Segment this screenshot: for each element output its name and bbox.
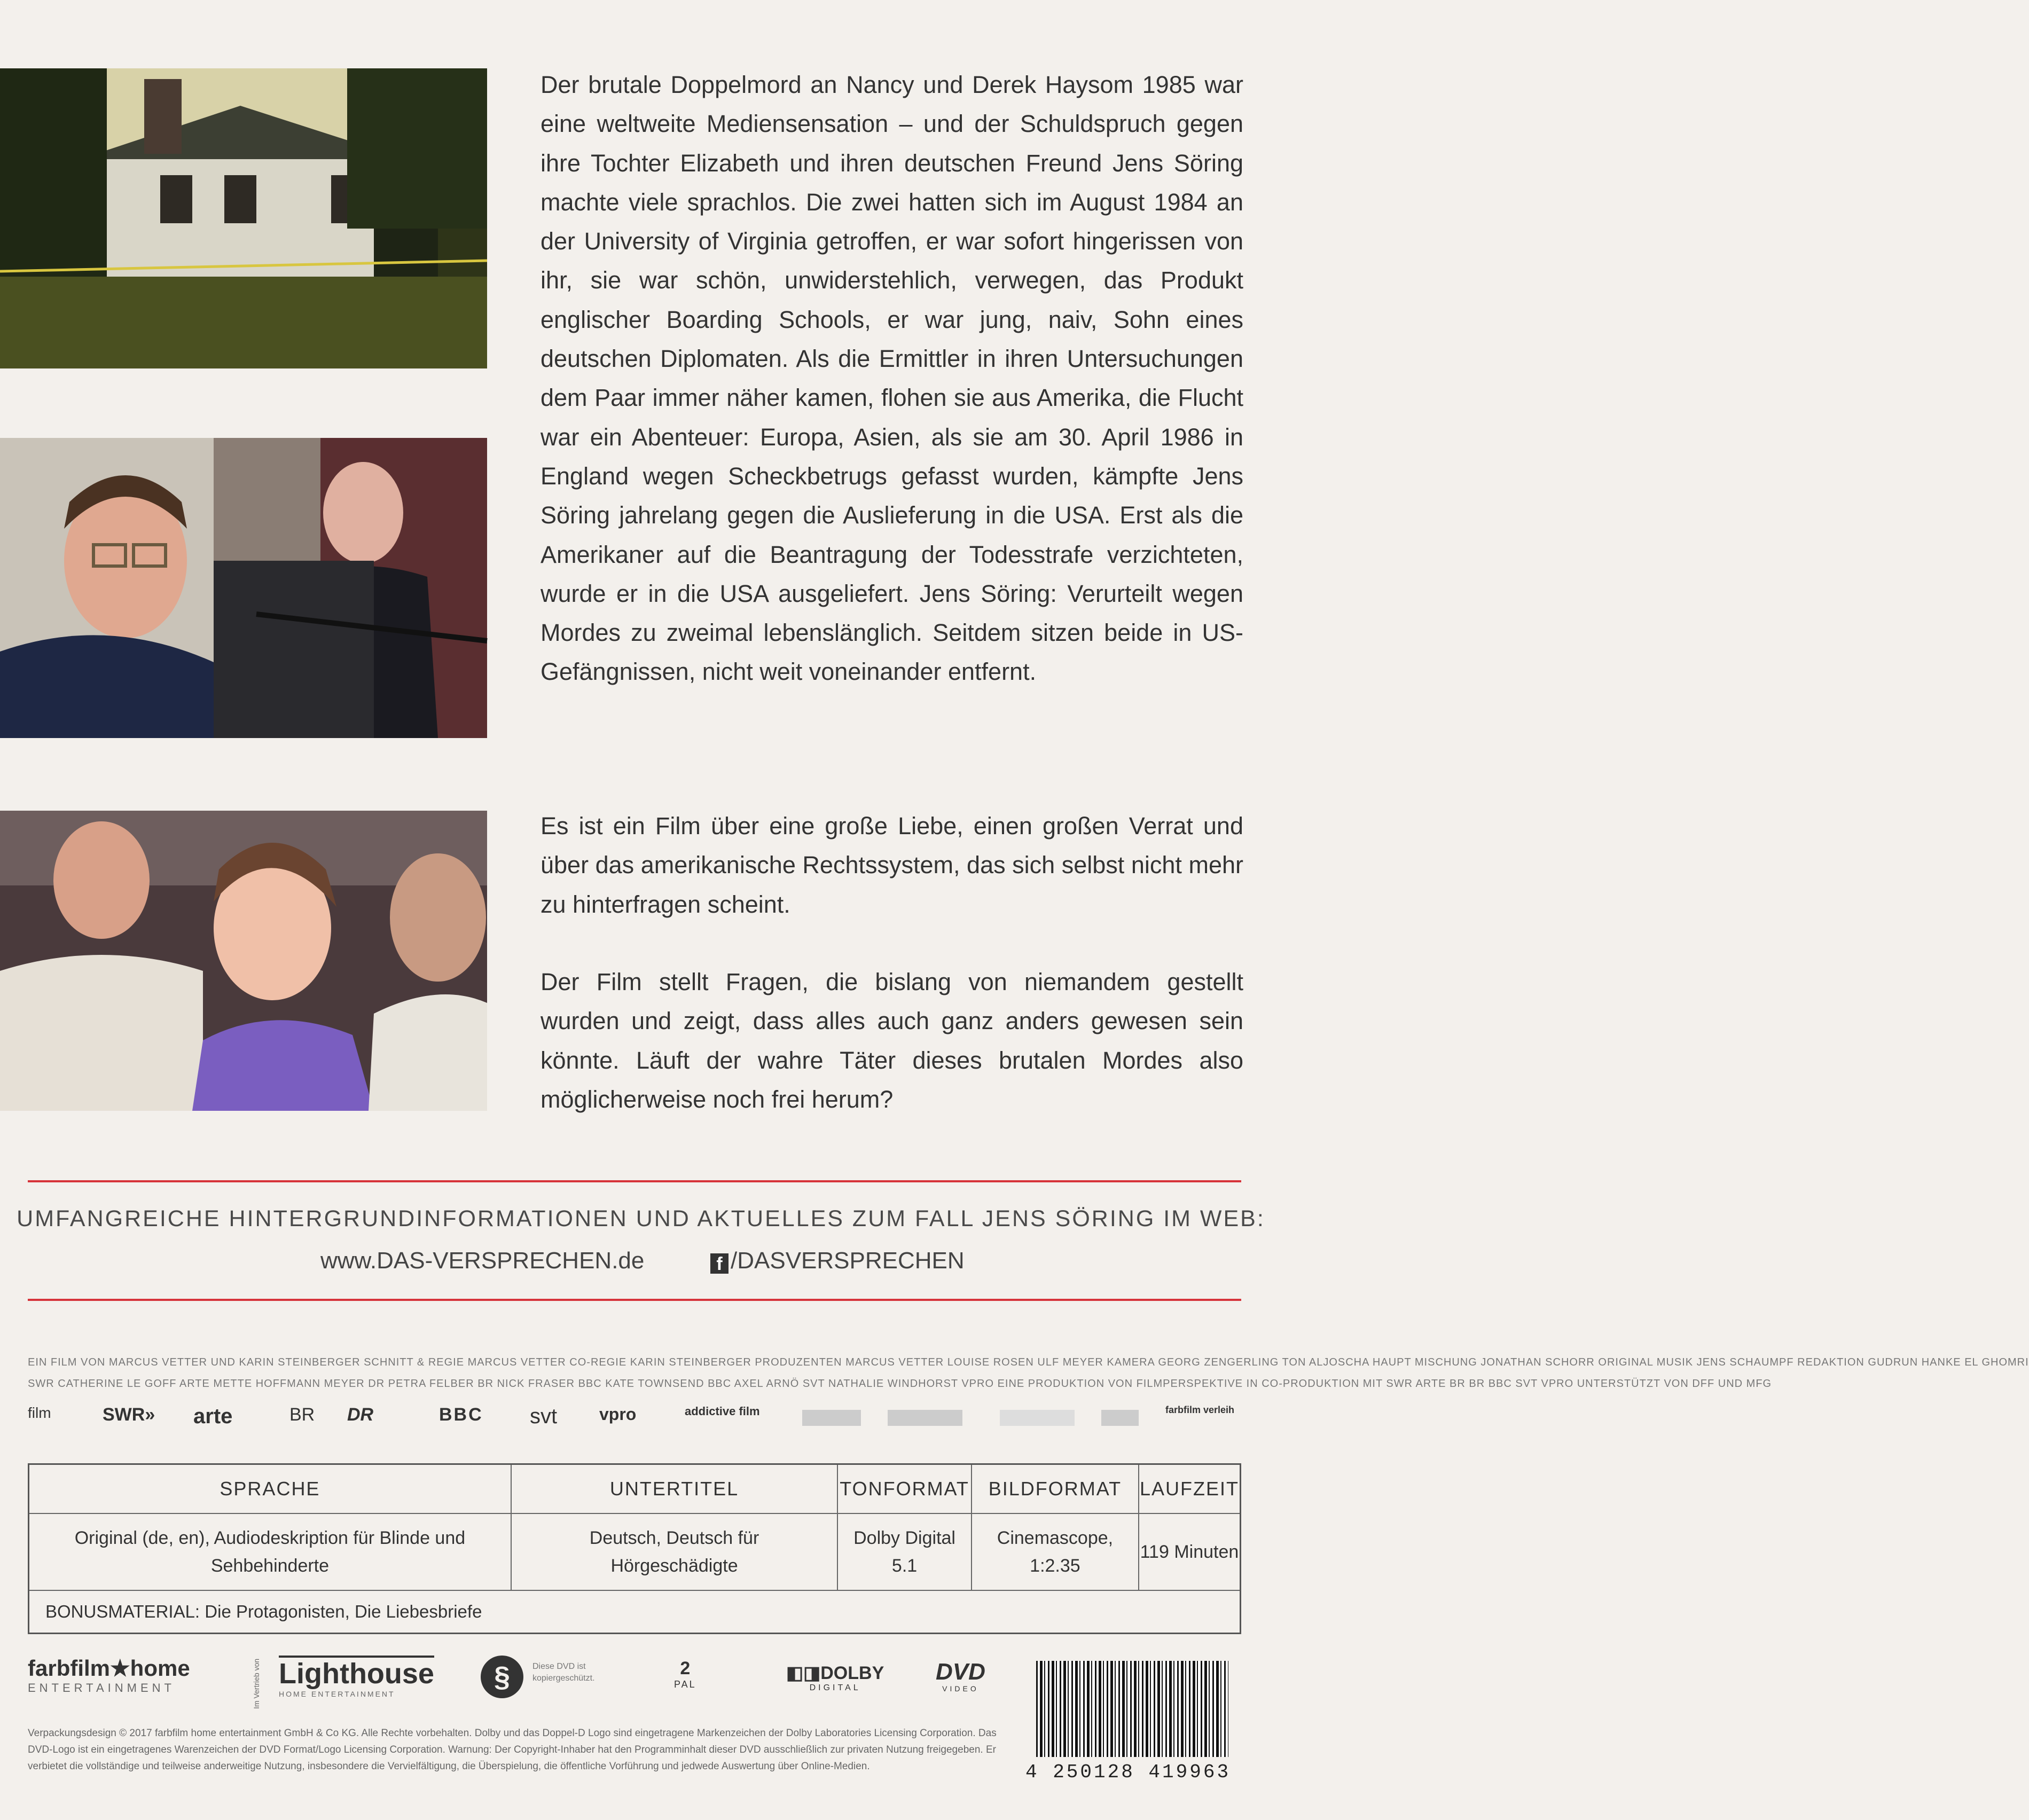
divider-top xyxy=(28,1180,1241,1182)
dvd-word: DVD xyxy=(936,1659,985,1685)
farbfilm-sub: ENTERTAINMENT xyxy=(28,1681,175,1695)
synopsis-text-3: Der Film stellt Fragen, die bislang von niemandem gestellt wurden und zeigt, dass alles auch ganz anders gewesen sein könnte. Läuft der wahre Täter dieses brutalen Mordes also möglicherweise noch frei herum? xyxy=(540,968,1243,1113)
facebook-handle: /DASVERSPRECHEN xyxy=(731,1248,965,1274)
logo-film: film xyxy=(28,1405,51,1421)
dolby-word: DOLBY xyxy=(820,1663,884,1683)
logo-bbc: BBC xyxy=(439,1405,483,1425)
photo-trial xyxy=(0,811,487,1111)
value-tonformat: Dolby Digital 5.1 xyxy=(837,1513,972,1590)
facebook-icon: f xyxy=(710,1253,728,1274)
synopsis-paragraph-2 xyxy=(540,806,1243,924)
farbfilm-home-logo xyxy=(28,1656,190,1695)
facebook-link[interactable] xyxy=(710,1248,965,1274)
header-laufzeit: LAUFZEIT xyxy=(1139,1464,1241,1514)
header-sprache: SPRACHE xyxy=(29,1464,511,1514)
trial-scene xyxy=(0,811,487,1111)
logo-placeholder-3 xyxy=(1000,1410,1075,1426)
legal-notice: Verpackungsdesign © 2017 farbfilm home entertainment GmbH & Co KG. Alle Rechte vorbehalten. Dolby und das Doppel-D Logo sind eingetragene Markenzeichen der Dolby Laboratories Licensing Corporation. Das DVD-Logo ist ein eingetragenes Warenzeichen der DVD Format/Logo Licensing Corporation. Warnung: Der Copyright-Inhaber hat den Programminhalt dieser DVD ausschließlich zur privaten Nutzung freigegeben. Er verbietet die vollständige und teilweise anderweitige Nutzung, insbesondere die Vervielfältigung, die Überspielung, die öffentliche Vorführung und jedwede Auswertung über Online-Medien. xyxy=(28,1728,997,1772)
logo-dr: DR xyxy=(347,1405,374,1425)
lighthouse-word: Lighthouse xyxy=(279,1656,434,1690)
dolby-sub: DIGITAL xyxy=(809,1683,861,1692)
website-link[interactable]: www.DAS-VERSPRECHEN.de xyxy=(320,1248,645,1274)
photo-house xyxy=(0,68,487,368)
region-code: 2 xyxy=(680,1658,691,1678)
logo-placeholder-2 xyxy=(888,1410,962,1426)
farbfilm-star-icon: ★ xyxy=(110,1656,130,1681)
credits-line-1: EIN FILM VON MARCUS VETTER UND KARIN STEINBERGER SCHNITT & REGIE MARCUS VETTER CO-REGIE KARIN STEINBERGER PRODUZENTEN MARCUS VETTER LOUISE ROSEN ULF MEYER KAMERA GEORG ZENGERLING TON ALJOSCHA HAUPT MISCHUNG JONATHAN SCHORR ORIGINAL MUSIK JENS SCHAUMPF REDAKTION GUDRUN HANKE EL GHOMRI xyxy=(28,1356,2029,1368)
logo-arte: arte xyxy=(193,1405,233,1428)
divider-bottom xyxy=(28,1299,1241,1301)
logo-svt: svt xyxy=(530,1405,558,1428)
value-sprache: Original (de, en), Audiodeskription für Blinde und Sehbehinderte xyxy=(29,1513,511,1590)
home-word: home xyxy=(130,1656,190,1681)
bonus-label: BONUSMATERIAL: xyxy=(45,1602,200,1621)
synopsis-text-1: Der brutale Doppelmord an Nancy und Derek Haysom 1985 war eine weltweite Mediensensation – und der Schuldspruch gegen ihre Tochter Elizabeth und ihren deutschen Freund Jens Söring machte viele sprachlos. Die zwei hatten sich im August 1984 an der University of Virginia getroffen, er war sofort hingerissen von ihr, sie war schön, unwiderstehlich, verwegen, das Produkt englischer Boarding Schools, er war jung, naiv, Sohn eines deutschen Diplomaten. Als die Ermittler in ihren Untersuchungen dem Paar immer näher kamen, flohen sie aus Amerika, die Flucht war ein Abenteuer: Europa, Asien, als sie am 30. April 1986 in England wegen Scheckbetrugs gefasst wurden, kämpfte Jens Söring jahrelang gegen die Auslieferung in die USA. Erst als die Amerikaner auf die Beantragung der Todesstrafe verzichteten, wurde er in die USA ausgeliefert. Jens Söring: Verurteilt wegen Mordes zu zweimal lebenslänglich. Seitdem sitzen beide in US-Gefängnissen, nicht weit voneinander entfernt. xyxy=(540,71,1243,686)
dolby-dd-icon: ◧◨ xyxy=(786,1663,821,1683)
synopsis-paragraph-3 xyxy=(540,962,1243,1119)
lighthouse-logo xyxy=(279,1656,434,1698)
bonus-value: Die Protagonisten, Die Liebesbriefe xyxy=(205,1602,482,1621)
farbfilm-word: farbfilm xyxy=(28,1656,111,1681)
logo-placeholder-4 xyxy=(1101,1410,1139,1426)
distributor-logos xyxy=(28,1650,1043,1709)
barcode xyxy=(1036,1661,1228,1757)
specs-bonus-row xyxy=(29,1590,1241,1634)
synopsis-paragraph-1 xyxy=(540,65,1243,692)
bonus-cell xyxy=(29,1590,1241,1634)
value-laufzeit: 119 Minuten xyxy=(1139,1513,1241,1590)
copy-protection-icon: § xyxy=(481,1656,523,1698)
synopsis-text-2: Es ist ein Film über eine große Liebe, einen großen Verrat und über das amerikanische Rechtssystem, das sich selbst nicht mehr zu hinterfragen scheint. xyxy=(540,812,1243,918)
value-untertitel: Deutsch, Deutsch für Hörgeschädigte xyxy=(511,1513,837,1590)
specs-header-row xyxy=(29,1464,1241,1514)
logo-swr: SWR» xyxy=(103,1405,155,1425)
logo-addictive-film: addictive film xyxy=(685,1405,760,1418)
dvd-video-logo xyxy=(936,1660,985,1693)
logo-vpro: vpro xyxy=(599,1405,637,1424)
specs-value-row xyxy=(29,1513,1241,1590)
logo-placeholder-1 xyxy=(802,1410,861,1426)
dvd-sub: VIDEO xyxy=(942,1684,979,1693)
house-scene xyxy=(0,68,487,368)
copy-protection-note: Diese DVD ist kopiergeschützt. xyxy=(532,1662,595,1683)
logo-br: BR xyxy=(289,1405,315,1425)
logo-farbfilm-verleih: farbfilm verleih xyxy=(1165,1405,1235,1415)
value-bildformat: Cinemascope, 1:2.35 xyxy=(972,1513,1139,1590)
pal-logo xyxy=(674,1658,696,1690)
header-bildformat: BILDFORMAT xyxy=(972,1464,1139,1514)
barcode-number: 4 250128 419963 xyxy=(1025,1761,1231,1783)
photo-courtroom xyxy=(0,438,487,738)
credits-line-2: SWR CATHERINE LE GOFF ARTE METTE HOFFMANN MEYER DR PETRA FELBER BR NICK FRASER BBC KATE TOWNSEND BBC AXEL ARNÖ SVT NATHALIE WINDHORST VPRO EINE PRODUKTION VON FILMPERSPEKTIVE IN CO-PRODUKTION MIT SWR ARTE BR BR BBC SVT VPRO UNTERSTÜTZT VON DFF UND MFG xyxy=(28,1378,1772,1390)
courtroom-scene xyxy=(0,438,487,738)
pal-label: PAL xyxy=(674,1679,696,1690)
web-heading: UMFANGREICHE HINTERGRUNDINFORMATIONEN UND AKTUELLES ZUM FALL JENS SÖRING IM WEB: xyxy=(17,1206,1265,1231)
lighthouse-sub: HOME ENTERTAINMENT xyxy=(279,1690,395,1698)
vertrieb-label: Im Vertrieb von xyxy=(252,1658,261,1709)
dolby-logo xyxy=(786,1663,884,1693)
header-tonformat: TONFORMAT xyxy=(837,1464,972,1514)
specs-table xyxy=(28,1463,1241,1634)
sponsor-logos xyxy=(28,1405,1241,1437)
header-untertitel: UNTERTITEL xyxy=(511,1464,837,1514)
